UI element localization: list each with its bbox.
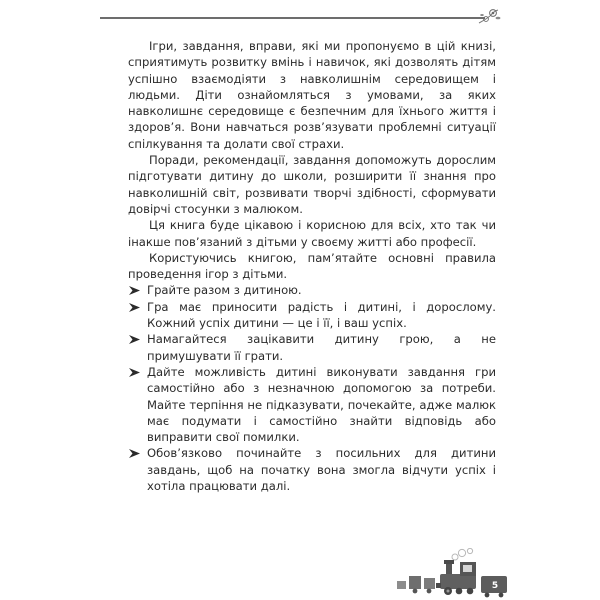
- list-item: [128, 282, 496, 298]
- list-item: [128, 364, 496, 445]
- paragraph-intro: Ігри, завдання, вправи, які ми пропонуємо в цій книзі, сприятимуть розвитку вмінь і навичок, які дозволять дітям успішно взаємодіяти з навколишнім середовищем і людьми. Діти ознайомляться з умовами, за яких навколишнє середовище є безпечним для їхнього життя і здоров’я. Вони навчаться розв’язувати проблемні ситуації спілкування та долати свої страхи.: [128, 39, 496, 151]
- rules-list: [128, 282, 496, 494]
- rule-text: Намагайтеся зацікавити дитину грою, а не примушувати її грати.: [147, 332, 496, 363]
- rule-text: Грайте разом з дитиною.: [147, 283, 302, 298]
- arrow-bullet-icon: [129, 335, 140, 344]
- arrow-bullet-icon: [129, 286, 140, 295]
- arrow-bullet-icon: [129, 303, 140, 312]
- list-item: [128, 299, 496, 332]
- rule-text: Обов’язково починайте з посильних для дитини завдань, щоб на початку вона змогла відчути успіх і хотіла працювати далі.: [147, 446, 496, 494]
- arrow-bullet-icon: [129, 449, 140, 458]
- rule-text: Гра має приносити радість і дитині, і дорослому. Кожний успіх дитини — це і її, і ваш успіх.: [147, 299, 496, 331]
- paragraph-audience: Ця книга буде цікавою і корисною для всіх, хто так чи інакше пов’язаний з дітьми у своєму житті або професії.: [128, 218, 496, 249]
- header-rule: [100, 17, 485, 19]
- page-number: 5: [491, 581, 499, 591]
- list-item: [128, 445, 496, 494]
- rule-text: Дайте можливість дитині виконувати завдання гри самостійно або з незначною допомогою за потреби. Майте терпіння не підказувати, почекайте, адже малюк має подумати і самостійно знайти відповідь або виправити свої помилки.: [147, 364, 496, 445]
- flower-ornament-icon: [476, 6, 502, 26]
- arrow-bullet-icon: [129, 368, 140, 377]
- paragraph-advice: Поради, рекомендації, завдання допоможуть дорослим підготувати дитину до школи, розширити її знання про навколишній світ, розвивати творчі здібності, сформувати довірчі стосунки з малюком.: [128, 153, 496, 216]
- main-text: [128, 38, 496, 494]
- list-item: [128, 331, 496, 364]
- paragraph-rules-intro: Користуючись книгою, пам’ятайте основні правила проведення ігор з дітьми.: [128, 250, 496, 282]
